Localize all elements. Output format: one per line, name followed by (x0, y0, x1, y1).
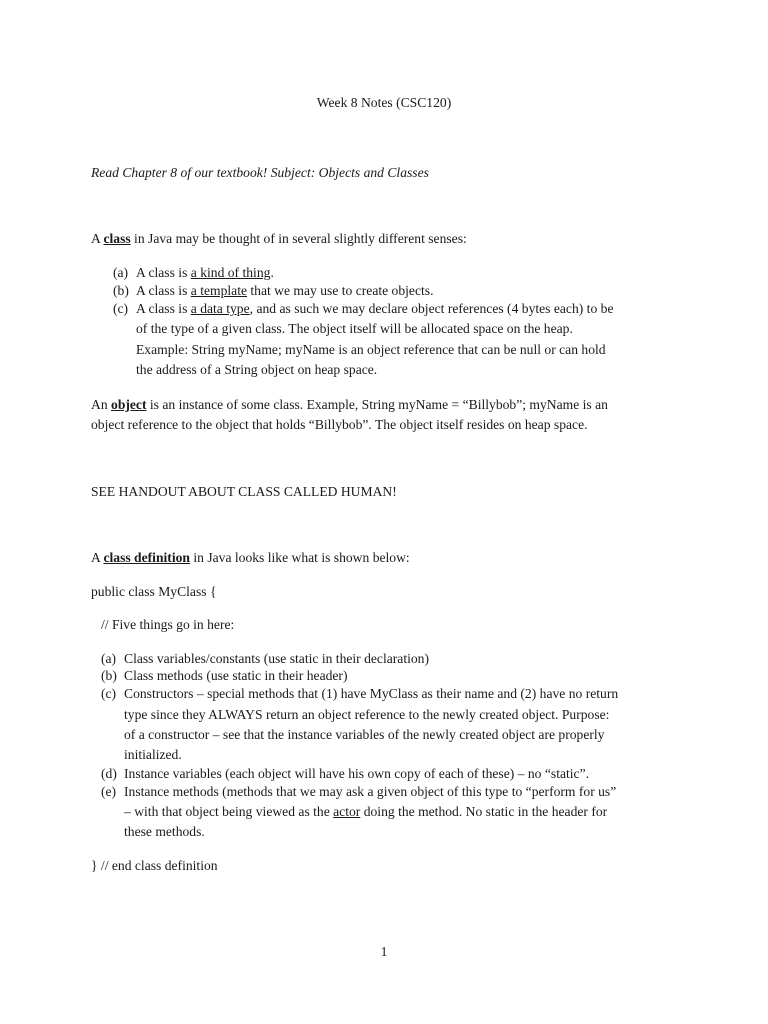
item-e-line-2-post: doing the method. No static in the header for (360, 804, 608, 819)
sense-c-pre: A class is (136, 301, 191, 316)
sense-a-underlined: a kind of thing (190, 265, 271, 280)
classdef-pre: A (91, 550, 104, 565)
term-class: class (103, 231, 131, 246)
sense-b-underlined: a template (190, 283, 247, 298)
item-e-line-2-pre: – with that object being viewed as the (124, 804, 334, 819)
sense-a-label: (a) (113, 265, 129, 280)
term-actor: actor (333, 804, 361, 819)
sense-a-post: . (270, 265, 274, 280)
reading-assignment: Read Chapter 8 of our textbook! Subject: Objects and Classes (91, 165, 429, 180)
sense-c-text (136, 299, 614, 319)
page-number: 1 (380, 944, 388, 959)
handout-note: SEE HANDOUT ABOUT CLASS CALLED HUMAN! (91, 484, 397, 499)
item-d-text: Instance variables (each object will have his own copy of each of these) – no “static”. (124, 766, 590, 781)
sense-c-line-2: of the type of a given class. The object itself will be allocated space on the heap. (136, 321, 573, 336)
item-a-text: Class variables/constants (use static in their declaration) (124, 651, 430, 666)
item-a-label: (a) (101, 651, 117, 666)
item-b-label: (b) (101, 668, 117, 683)
item-c-line-2: type since they ALWAYS return an object reference to the newly created object. Purpose: (124, 707, 610, 722)
item-e-line-2 (124, 802, 607, 822)
object-post: is an instance of some class. Example, String myName = “Billybob”; myName is an (146, 397, 608, 412)
class-intro-paragraph (91, 229, 467, 249)
sense-c-underlined: a data type (190, 301, 250, 316)
sense-b-post: that we may use to create objects. (247, 283, 434, 298)
code-comment: // Five things go in here: (101, 617, 235, 632)
sense-c-label: (c) (113, 301, 129, 316)
classdef-post: in Java looks like what is shown below: (189, 550, 410, 565)
item-b-text: Class methods (use static in their header) (124, 668, 348, 683)
sense-b-pre: A class is (136, 283, 191, 298)
item-e-line-3: these methods. (124, 824, 205, 839)
sense-c-line-4: the address of a String object on heap space. (136, 362, 378, 377)
item-c-line-3: of a constructor – see that the instance variables of the newly created object are properly (124, 727, 605, 742)
sense-b-text (136, 281, 433, 301)
object-paragraph-line-2: object reference to the object that holds “Billybob”. The object itself resides on heap space. (91, 417, 588, 432)
sense-b-label: (b) (113, 283, 129, 298)
code-class-open: public class MyClass { (91, 584, 217, 599)
sense-a-text (136, 263, 274, 283)
object-paragraph-line-1 (91, 395, 608, 415)
item-c-line-4: initialized. (124, 747, 182, 762)
class-intro-post: in Java may be thought of in several slightly different senses: (130, 231, 467, 246)
item-e-label: (e) (101, 784, 117, 799)
class-definition-intro (91, 548, 410, 568)
item-c-label: (c) (101, 686, 117, 701)
item-e-line-1: Instance methods (methods that we may ask a given object of this type to “perform for us” (124, 784, 617, 799)
term-object: object (111, 397, 147, 412)
item-d-label: (d) (101, 766, 117, 781)
sense-c-post: , and as such we may declare object references (4 bytes each) to be (249, 301, 614, 316)
term-class-definition: class definition (103, 550, 190, 565)
item-c-line-1: Constructors – special methods that (1) have MyClass as their name and (2) have no return (124, 686, 619, 701)
object-pre: An (91, 397, 112, 412)
sense-c-line-3: Example: String myName; myName is an object reference that can be null or can hold (136, 342, 606, 357)
sense-a-pre: A class is (136, 265, 191, 280)
class-intro-pre: A (91, 231, 104, 246)
page-title: Week 8 Notes (CSC120) (316, 95, 452, 110)
code-class-close: } // end class definition (91, 858, 218, 873)
